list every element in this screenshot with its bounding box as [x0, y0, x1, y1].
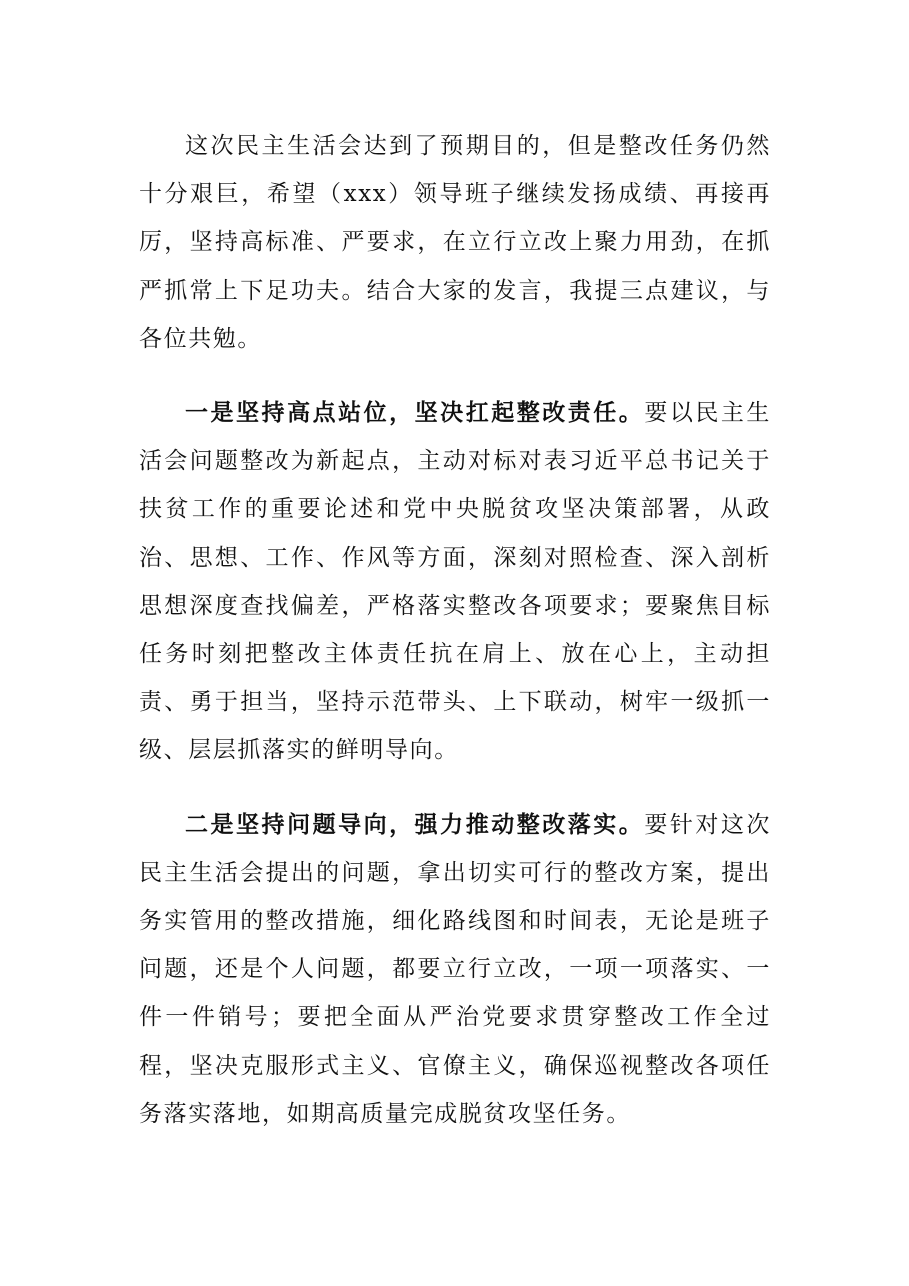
- paragraph-point-one-lead: 一是坚持高点站位，坚决扛起整改责任。: [185, 399, 645, 427]
- paragraph-point-two-lead: 二是坚持问题导向，强力推动整改落实。: [185, 810, 645, 838]
- paragraph-intro-text: 这次民主生活会达到了预期目的，但是整改任务仍然十分艰巨，希望（xxx）领导班子继续发扬成绩、再接再厉，坚持高标准、严要求，在立行立改上聚力用劲，在抓严抓常上下足功夫。结合大家的发言，我提三点建议，与各位共勉。: [139, 133, 771, 352]
- paragraph-intro: [139, 122, 771, 363]
- paragraph-point-one: [139, 389, 771, 775]
- paragraph-point-two: [139, 801, 771, 1138]
- paragraph-point-two-text: 要针对这次民主生活会提出的问题，拿出切实可行的整改方案，提出务实管用的整改措施，细化路线图和时间表，无论是班子问题，还是个人问题，都要立行立改，一项一项落实、一件一件销号；要把全面从严治党要求贯穿整改工作全过程，坚决克服形式主义、官僚主义，确保巡视整改各项任务落实落地，如期高质量完成脱贫攻坚任务。: [139, 811, 771, 1127]
- document-body: [139, 122, 771, 1138]
- paragraph-point-one-text: 要以民主生活会问题整改为新起点，主动对标对表习近平总书记关于扶贫工作的重要论述和党中央脱贫攻坚决策部署，从政治、思想、工作、作风等方面，深刻对照检查、深入剖析思想深度查找偏差，严格落实整改各项要求；要聚焦目标任务时刻把整改主体责任抗在肩上、放在心上，主动担责、勇于担当，坚持示范带头、上下联动，树牢一级抓一级、层层抓落实的鲜明导向。: [139, 400, 771, 764]
